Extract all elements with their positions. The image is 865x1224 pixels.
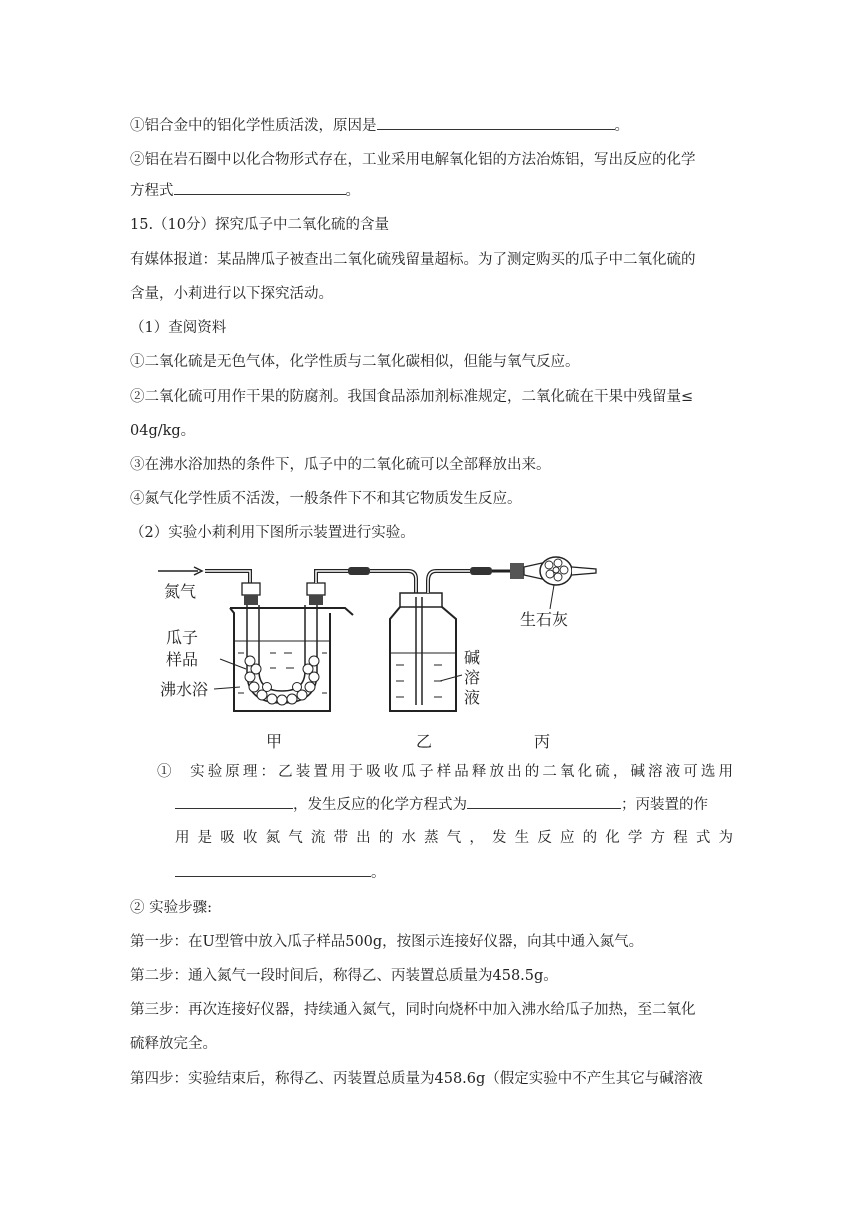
- step-4: 第四步：实验结束后，称得乙、丙装置总质量为458.6g（假定实验中不产生其它与碱溶液: [130, 1071, 703, 1087]
- section-1-heading: （1）查阅资料: [130, 320, 227, 336]
- caption-jia: 甲: [266, 732, 283, 751]
- label-alkali-2: 溶: [464, 668, 481, 687]
- fact-2-cont: 04g/kg。: [130, 423, 196, 439]
- step-3-cont: 硫释放完全。: [130, 1036, 217, 1052]
- caption-yi: 乙: [416, 732, 433, 751]
- fact-1: ①二氧化硫是无色气体，化学性质与二氧化碳相似，但能与氧气反应。: [130, 354, 580, 370]
- principle-line-4: 。: [175, 862, 386, 883]
- blank-2[interactable]: [174, 180, 346, 195]
- principle-line-2: ，发生反应的化学方程式为 ；丙装置的作: [175, 794, 708, 815]
- step-1: 第一步：在U型管中放入瓜子样品500g，按图示连接好仪器，向其中通入氮气。: [130, 934, 644, 950]
- label-nitrogen: 氮气: [164, 582, 197, 601]
- question-15-title: 15.（10分）探究瓜子中二氧化硫的含量: [130, 217, 390, 233]
- section-2-heading: （2）实验小莉利用下图所示装置进行实验。: [130, 525, 415, 541]
- answer-line-1: ①铝合金中的铝化学性质活泼，原因是 。: [130, 115, 629, 136]
- answer-text-1: ①铝合金中的铝化学性质活泼，原因是: [130, 118, 377, 134]
- blank-4[interactable]: [467, 794, 621, 809]
- label-water-bath: 沸水浴: [160, 680, 209, 699]
- intro-line-1: 有媒体报道：某品牌瓜子被查出二氧化硫残留量超标。为了测定购买的瓜子中二氧化硫的: [130, 252, 696, 268]
- answer-line-3: 方程式 。: [130, 180, 360, 201]
- fact-2: ②二氧化硫可用作干果的防腐剂。我国食品添加剂标准规定，二氧化硫在干果中残留量≤: [130, 389, 694, 405]
- label-quicklime: 生石灰: [520, 610, 569, 629]
- fact-3: ③在沸水浴加热的条件下，瓜子中的二氧化硫可以全部释放出来。: [130, 457, 551, 473]
- step-2: 第二步：通入氮气一段时间后，称得乙、丙装置总质量为458.5g。: [130, 968, 558, 984]
- label-seeds-1: 瓜子: [166, 628, 199, 647]
- principle-line-1: ① 实验原理：乙装置用于吸收瓜子样品释放出的二氧化硫，碱溶液可选用: [157, 764, 734, 780]
- blank-5[interactable]: [175, 862, 371, 877]
- label-alkali-3: 液: [464, 688, 481, 707]
- steps-heading: ② 实验步骤:: [130, 900, 212, 916]
- fact-4: ④氮气化学性质不活泼，一般条件下不和其它物质发生反应。: [130, 491, 522, 507]
- step-3: 第三步：再次连接好仪器，持续通入氮气，同时向烧杯中加入沸水给瓜子加热，至二氧化: [130, 1002, 696, 1018]
- blank-1[interactable]: [377, 115, 615, 130]
- caption-bing: 丙: [534, 732, 551, 751]
- apparatus-diagram: [150, 553, 620, 753]
- answer-line-2: ②铝在岩石圈中以化合物形式存在，工业采用电解氧化铝的方法冶炼铝，写出反应的化学: [130, 152, 696, 168]
- principle-line-3: 用是吸收氮气流带出的水蒸气，发生反应的化学方程式为: [175, 830, 733, 846]
- intro-line-2: 含量，小莉进行以下探究活动。: [130, 286, 333, 302]
- blank-3[interactable]: [175, 794, 293, 809]
- label-alkali-1: 碱: [464, 648, 481, 667]
- label-seeds-2: 样品: [166, 650, 199, 669]
